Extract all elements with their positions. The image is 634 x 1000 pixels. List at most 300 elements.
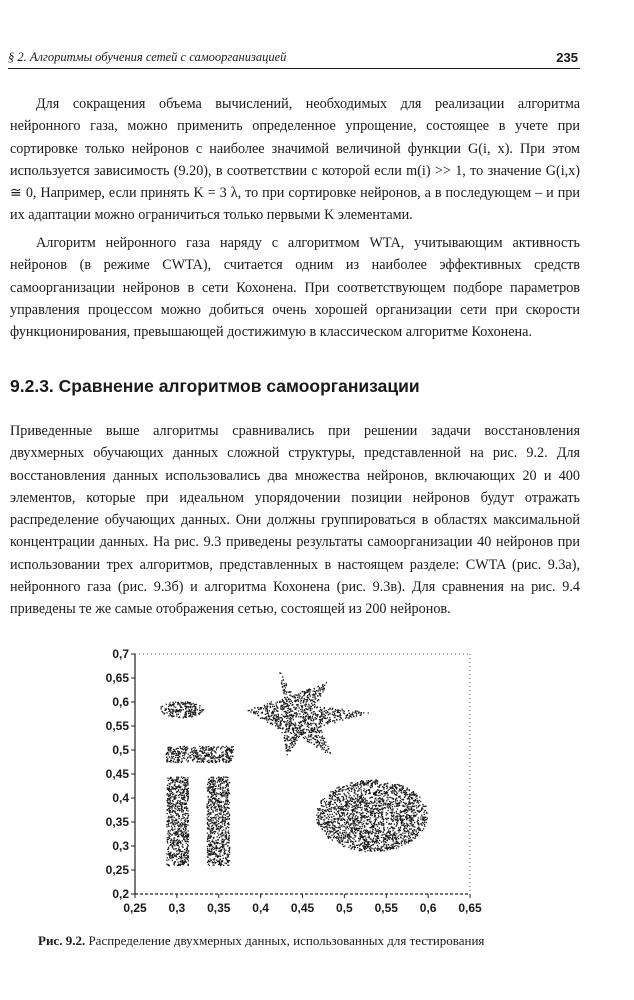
data-point (216, 860, 217, 861)
data-point (170, 749, 171, 750)
data-point (397, 823, 398, 824)
data-point (167, 833, 168, 834)
data-point (400, 818, 401, 819)
data-point (319, 742, 320, 743)
data-point (339, 827, 340, 828)
data-point (182, 823, 183, 824)
data-point (186, 810, 187, 811)
data-point (178, 797, 179, 798)
data-point (213, 838, 214, 839)
data-point (262, 713, 263, 714)
data-point (172, 819, 173, 820)
data-point (222, 839, 223, 840)
data-point (382, 818, 383, 819)
data-point (187, 844, 188, 845)
data-point (363, 815, 364, 816)
data-point (214, 833, 215, 834)
data-point (172, 854, 173, 855)
data-point (338, 833, 339, 834)
data-point (313, 691, 314, 692)
data-point (185, 701, 186, 702)
data-point (340, 829, 341, 830)
data-point (288, 699, 289, 700)
data-point (346, 798, 347, 799)
data-point (228, 758, 229, 759)
data-point (221, 840, 222, 841)
data-point (320, 709, 321, 710)
data-point (222, 826, 223, 827)
data-point (218, 842, 219, 843)
data-point (386, 845, 387, 846)
data-point (196, 757, 197, 758)
data-point (171, 796, 172, 797)
data-point (265, 708, 266, 709)
data-point (215, 854, 216, 855)
data-point (397, 808, 398, 809)
data-point (180, 865, 181, 866)
data-point (177, 824, 178, 825)
data-point (294, 739, 295, 740)
data-point (310, 723, 311, 724)
data-point (191, 749, 192, 750)
data-point (216, 828, 217, 829)
data-point (166, 826, 167, 827)
data-point (185, 793, 186, 794)
data-point (361, 836, 362, 837)
data-point (174, 862, 175, 863)
data-point (326, 825, 327, 826)
data-point (334, 713, 335, 714)
data-point (393, 847, 394, 848)
data-point (209, 762, 210, 763)
data-point (331, 822, 332, 823)
data-point (171, 753, 172, 754)
data-point (359, 848, 360, 849)
data-point (296, 716, 297, 717)
data-point (167, 785, 168, 786)
data-point (297, 697, 298, 698)
data-point (302, 709, 303, 710)
data-point (372, 805, 373, 806)
data-point (365, 810, 366, 811)
data-point (316, 726, 317, 727)
data-point (181, 857, 182, 858)
data-point (395, 787, 396, 788)
data-point (338, 793, 339, 794)
data-point (213, 820, 214, 821)
data-point (221, 752, 222, 753)
y-tick-label: 0,6 (112, 695, 129, 709)
data-point (223, 821, 224, 822)
data-point (218, 798, 219, 799)
data-point (171, 857, 172, 858)
data-point (403, 799, 404, 800)
data-point (282, 686, 283, 687)
data-point (317, 686, 318, 687)
data-point (199, 714, 200, 715)
data-point (167, 849, 168, 850)
data-point (359, 712, 360, 713)
data-point (401, 799, 402, 800)
data-point (298, 722, 299, 723)
data-point (379, 849, 380, 850)
data-point (187, 853, 188, 854)
data-point (375, 847, 376, 848)
data-point (349, 803, 350, 804)
data-point (225, 795, 226, 796)
data-point (361, 795, 362, 796)
data-point (315, 717, 316, 718)
data-point (225, 811, 226, 812)
data-point (315, 713, 316, 714)
data-point (187, 789, 188, 790)
data-point (419, 805, 420, 806)
data-point (386, 786, 387, 787)
data-point (357, 711, 358, 712)
data-point (334, 793, 335, 794)
data-point (170, 795, 171, 796)
data-point (318, 735, 319, 736)
data-point (289, 723, 290, 724)
data-point (384, 844, 385, 845)
data-point (320, 746, 321, 747)
data-point (212, 825, 213, 826)
data-point (266, 720, 267, 721)
data-point (170, 782, 171, 783)
data-point (229, 814, 230, 815)
data-point (340, 715, 341, 716)
data-point (307, 739, 308, 740)
data-point (345, 832, 346, 833)
data-point (311, 706, 312, 707)
data-point (223, 781, 224, 782)
data-point (294, 697, 295, 698)
data-point (208, 844, 209, 845)
data-point (394, 828, 395, 829)
data-point (384, 850, 385, 851)
data-point (406, 824, 407, 825)
data-point (211, 800, 212, 801)
data-point (184, 785, 185, 786)
data-point (221, 747, 222, 748)
data-point (190, 755, 191, 756)
data-point (227, 811, 228, 812)
data-point (315, 698, 316, 699)
y-tick-label: 0,3 (112, 839, 129, 853)
data-point (167, 798, 168, 799)
data-point (335, 821, 336, 822)
data-point (215, 818, 216, 819)
data-point (207, 761, 208, 762)
data-point (214, 848, 215, 849)
data-point (360, 831, 361, 832)
data-point (216, 796, 217, 797)
data-point (409, 815, 410, 816)
data-point (398, 843, 399, 844)
data-point (181, 830, 182, 831)
data-point (354, 835, 355, 836)
header-rule (8, 68, 580, 69)
data-point (353, 822, 354, 823)
data-point (186, 780, 187, 781)
data-point (174, 788, 175, 789)
data-point (406, 823, 407, 824)
data-point (215, 794, 216, 795)
data-point (225, 777, 226, 778)
data-point (356, 805, 357, 806)
data-point (199, 705, 200, 706)
data-point (320, 730, 321, 731)
data-point (369, 807, 370, 808)
data-point (233, 749, 234, 750)
data-point (383, 796, 384, 797)
data-point (290, 739, 291, 740)
data-point (303, 733, 304, 734)
data-point (335, 808, 336, 809)
data-point (354, 792, 355, 793)
data-point (171, 756, 172, 757)
data-point (207, 850, 208, 851)
data-point (274, 710, 275, 711)
data-point (339, 816, 340, 817)
data-point (223, 829, 224, 830)
data-point (185, 813, 186, 814)
data-point (207, 852, 208, 853)
data-point (351, 717, 352, 718)
data-point (337, 716, 338, 717)
data-point (219, 862, 220, 863)
data-point (383, 841, 384, 842)
data-point (181, 702, 182, 703)
data-point (354, 789, 355, 790)
data-point (420, 819, 421, 820)
data-point (341, 804, 342, 805)
data-point (167, 813, 168, 814)
data-point (188, 820, 189, 821)
data-point (389, 833, 390, 834)
data-point (306, 724, 307, 725)
data-point (402, 841, 403, 842)
data-point (369, 837, 370, 838)
data-point (365, 841, 366, 842)
data-point (193, 706, 194, 707)
data-point (356, 808, 357, 809)
data-point (209, 791, 210, 792)
data-point (320, 824, 321, 825)
data-point (194, 749, 195, 750)
data-point (359, 845, 360, 846)
data-point (223, 819, 224, 820)
data-point (355, 710, 356, 711)
data-point (174, 828, 175, 829)
data-point (183, 829, 184, 830)
data-point (178, 748, 179, 749)
data-point (365, 784, 366, 785)
data-point (182, 851, 183, 852)
data-point (347, 836, 348, 837)
data-point (421, 815, 422, 816)
data-point (180, 823, 181, 824)
data-point (392, 784, 393, 785)
data-point (187, 780, 188, 781)
data-point (347, 801, 348, 802)
data-point (361, 828, 362, 829)
data-point (354, 805, 355, 806)
data-point (187, 701, 188, 702)
data-point (223, 779, 224, 780)
data-point (386, 783, 387, 784)
data-point (219, 830, 220, 831)
data-point (318, 727, 319, 728)
data-point (191, 748, 192, 749)
data-point (406, 812, 407, 813)
data-point (389, 801, 390, 802)
data-point (405, 836, 406, 837)
data-point (337, 794, 338, 795)
data-point (311, 703, 312, 704)
data-point (424, 826, 425, 827)
data-point (371, 832, 372, 833)
data-point (219, 756, 220, 757)
data-point (326, 807, 327, 808)
data-point (395, 843, 396, 844)
data-point (209, 848, 210, 849)
data-point (356, 804, 357, 805)
data-point (363, 846, 364, 847)
data-point (179, 794, 180, 795)
data-point (392, 837, 393, 838)
data-point (349, 717, 350, 718)
data-point (261, 707, 262, 708)
data-point (276, 706, 277, 707)
data-point (174, 826, 175, 827)
data-point (338, 797, 339, 798)
data-point (335, 802, 336, 803)
data-point (169, 836, 170, 837)
data-point (172, 794, 173, 795)
data-point (173, 780, 174, 781)
data-point (318, 824, 319, 825)
data-point (281, 680, 282, 681)
data-point (412, 819, 413, 820)
data-point (350, 798, 351, 799)
data-point (321, 732, 322, 733)
data-point (255, 711, 256, 712)
data-point (219, 828, 220, 829)
data-point (312, 731, 313, 732)
data-point (190, 757, 191, 758)
data-point (356, 824, 357, 825)
data-point (305, 718, 306, 719)
data-point (223, 865, 224, 866)
data-point (360, 715, 361, 716)
data-point (308, 735, 309, 736)
data-point (396, 824, 397, 825)
data-point (229, 835, 230, 836)
data-point (258, 709, 259, 710)
data-point (289, 692, 290, 693)
data-point (347, 819, 348, 820)
data-point (174, 864, 175, 865)
data-point (336, 804, 337, 805)
data-point (181, 825, 182, 826)
data-point (369, 791, 370, 792)
data-point (304, 723, 305, 724)
data-point (211, 782, 212, 783)
data-point (376, 812, 377, 813)
data-point (278, 714, 279, 715)
data-point (227, 854, 228, 855)
data-point (381, 813, 382, 814)
data-point (170, 816, 171, 817)
data-point (227, 807, 228, 808)
data-point (178, 754, 179, 755)
data-point (330, 827, 331, 828)
data-point (172, 846, 173, 847)
data-point (330, 802, 331, 803)
data-point (293, 715, 294, 716)
data-point (277, 719, 278, 720)
data-point (355, 712, 356, 713)
data-point (212, 862, 213, 863)
data-point (365, 833, 366, 834)
data-point (168, 864, 169, 865)
data-point (207, 846, 208, 847)
data-point (350, 845, 351, 846)
data-point (302, 730, 303, 731)
data-point (216, 778, 217, 779)
data-point (291, 744, 292, 745)
data-point (361, 799, 362, 800)
data-point (355, 808, 356, 809)
data-point (374, 822, 375, 823)
data-point (374, 805, 375, 806)
data-point (330, 801, 331, 802)
data-point (393, 792, 394, 793)
data-point (287, 713, 288, 714)
data-point (212, 757, 213, 758)
data-point (172, 752, 173, 753)
data-point (196, 761, 197, 762)
data-point (182, 846, 183, 847)
data-point (416, 814, 417, 815)
data-point (199, 754, 200, 755)
data-point (349, 834, 350, 835)
data-point (173, 832, 174, 833)
data-point (226, 797, 227, 798)
data-point (298, 716, 299, 717)
data-point (393, 818, 394, 819)
data-point (190, 714, 191, 715)
data-point (271, 701, 272, 702)
data-point (299, 697, 300, 698)
data-point (340, 841, 341, 842)
data-point (172, 816, 173, 817)
data-point (183, 802, 184, 803)
data-point (370, 787, 371, 788)
data-point (323, 686, 324, 687)
data-point (330, 832, 331, 833)
data-point (320, 690, 321, 691)
data-point (352, 817, 353, 818)
data-point (333, 816, 334, 817)
data-point (308, 715, 309, 716)
x-tick-label: 0,65 (458, 901, 482, 915)
data-point (178, 836, 179, 837)
data-point (413, 830, 414, 831)
data-point (293, 732, 294, 733)
data-point (338, 716, 339, 717)
